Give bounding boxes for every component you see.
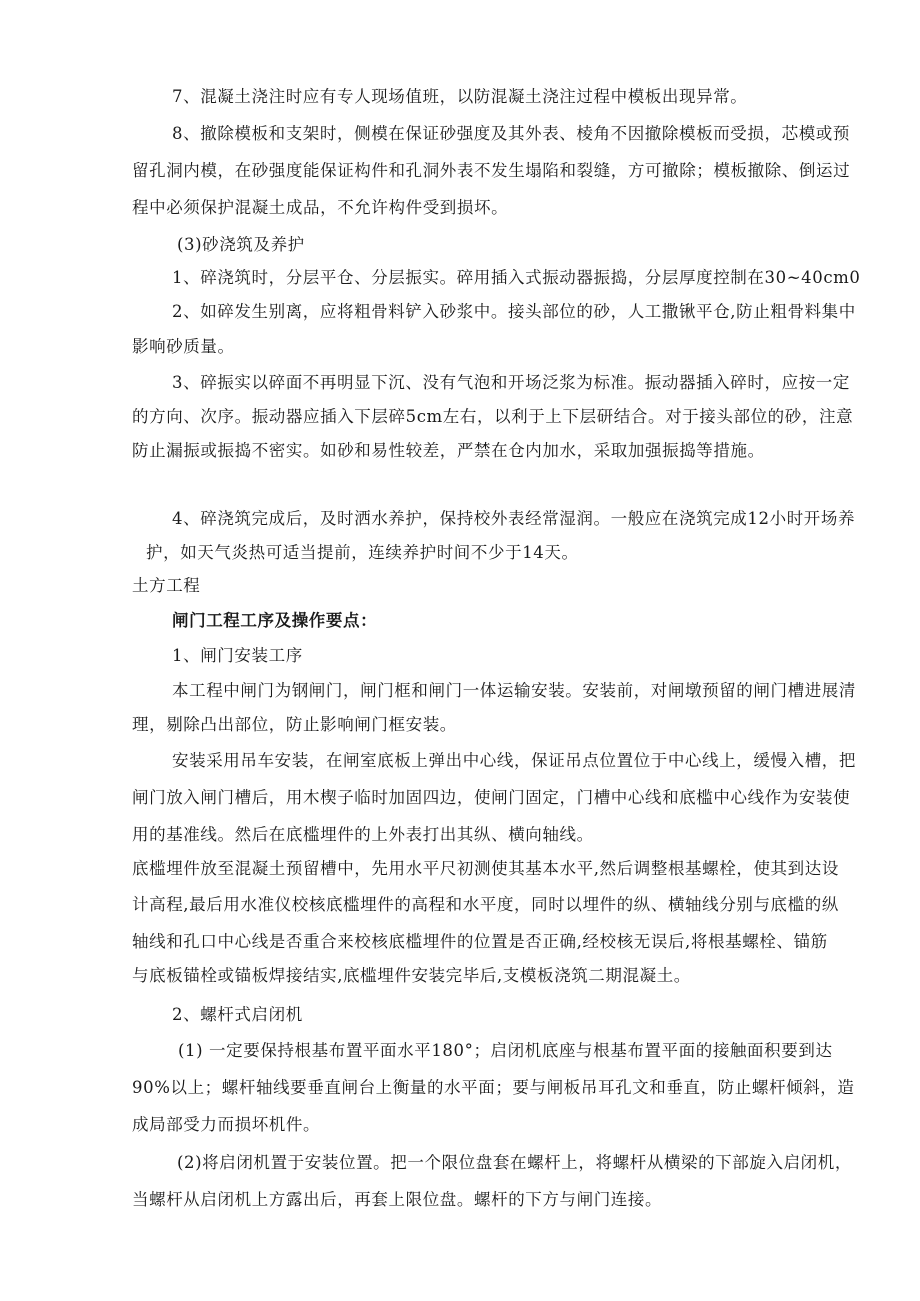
subsection-heading: 2、螺杆式启闭机 [172, 1005, 303, 1024]
text-line: 安装采用吊车安装，在闸室底板上弹出中心线，保证吊点位置位于中心线上，缓慢入槽，把 [172, 751, 856, 770]
text-line: 当螺杆从启闭机上方露出后，再套上限位盘。螺杆的下方与闸门连接。 [132, 1190, 663, 1209]
text-line: 影响砂质量。 [132, 337, 235, 356]
text-line: 与底板锚栓或锚板焊接结实,底槛埋件安装完毕后,支模板浇筑二期混凝土。 [132, 966, 691, 985]
text-line: (1) 一定要保持根基布置平面水平180°；启闭机底座与根基布置平面的接触面积要到达 [178, 1041, 833, 1060]
text-line: 留孔洞内模，在砂强度能保证构件和孔洞外表不发生塌陷和裂缝，方可撤除；模板撤除、倒运过 [132, 161, 851, 180]
text-line: 3、碎振实以碎面不再明显下沉、没有气泡和开场泛浆为标准。振动器插入碎时，应按一定 [172, 373, 850, 392]
text-line: 轴线和孔口中心线是否重合来校核底槛埋件的位置是否正确,经校核无误后,将根基螺栓、锚筋 [132, 932, 828, 951]
text-line: 底槛埋件放至混凝土预留槽中，先用水平尺初测使其基本水平,然后调整根基螺栓，使其到达设 [132, 859, 839, 878]
text-line: 防止漏振或振捣不密实。如砂和易性较差，严禁在仓内加水，采取加强振捣等措施。 [132, 441, 765, 460]
text-line: 本工程中闸门为钢闸门，闸门框和闸门一体运输安装。安装前，对闸墩预留的闸门槽进展清 [172, 681, 856, 700]
subsection-heading: 1、闸门安装工序 [172, 646, 303, 665]
section-heading: 闸门工程工序及操作要点： [172, 611, 378, 630]
text-line: 护，如天气炎热可适当提前，连续养护时间不少于14天。 [146, 543, 579, 562]
text-line: 7、混凝土浇注时应有专人现场值班，以防混凝土浇注过程中模板出现异常。 [172, 87, 748, 106]
text-line: 8、撤除模板和支架时，侧模在保证砂强度及其外表、棱角不因撤除模板而受损，芯模或预 [172, 124, 850, 143]
text-line: 的方向、次序。振动器应插入下层碎5cm左右，以利于上下层研结合。对于接头部位的砂，注意 [132, 407, 854, 426]
text-line: 90%以上；螺杆轴线要垂直闸台上衡量的水平面；要与闸板吊耳孔文和垂直，防止螺杆倾斜，造 [132, 1078, 855, 1097]
text-line: (2)将启闭机置于安装位置。把一个限位盘套在螺杆上，将螺杆从横梁的下部旋入启闭机， [177, 1153, 852, 1172]
text-line: 程中必须保护混凝土成品，不允许构件受到损坏。 [132, 198, 509, 217]
text-line: 4、碎浇筑完成后，及时洒水养护，保持校外表经常湿润。一般应在浇筑完成12小时开场养 [172, 509, 856, 528]
text-line: 理，剔除凸出部位，防止影响闸门框安装。 [132, 715, 457, 734]
text-line: 成局部受力而损坏机件。 [132, 1115, 321, 1134]
text-line: 计高程,最后用水准仪校核底槛埋件的高程和水平度，同时以埋件的纵、横轴线分别与底槛的纵 [132, 895, 839, 914]
text-line: 2、如碎发生别离，应将粗骨料铲入砂浆中。接头部位的砂，人工撒锹平仓,防止粗骨料集中 [172, 302, 856, 321]
section-heading: 土方工程 [132, 576, 201, 595]
text-line: 用的基准线。然后在底槛埋件的上外表打出其纵、横向轴线。 [132, 825, 594, 844]
text-line: 1、碎浇筑时，分层平仓、分层振实。碎用插入式振动器振捣，分层厚度控制在30~40cm0 [172, 268, 861, 287]
section-heading: (3)砂浇筑及养护 [177, 235, 305, 254]
text-line: 闸门放入闸门槽后，用木楔子临时加固四边，使闸门固定，门槽中心线和底槛中心线作为安装使 [132, 788, 851, 807]
